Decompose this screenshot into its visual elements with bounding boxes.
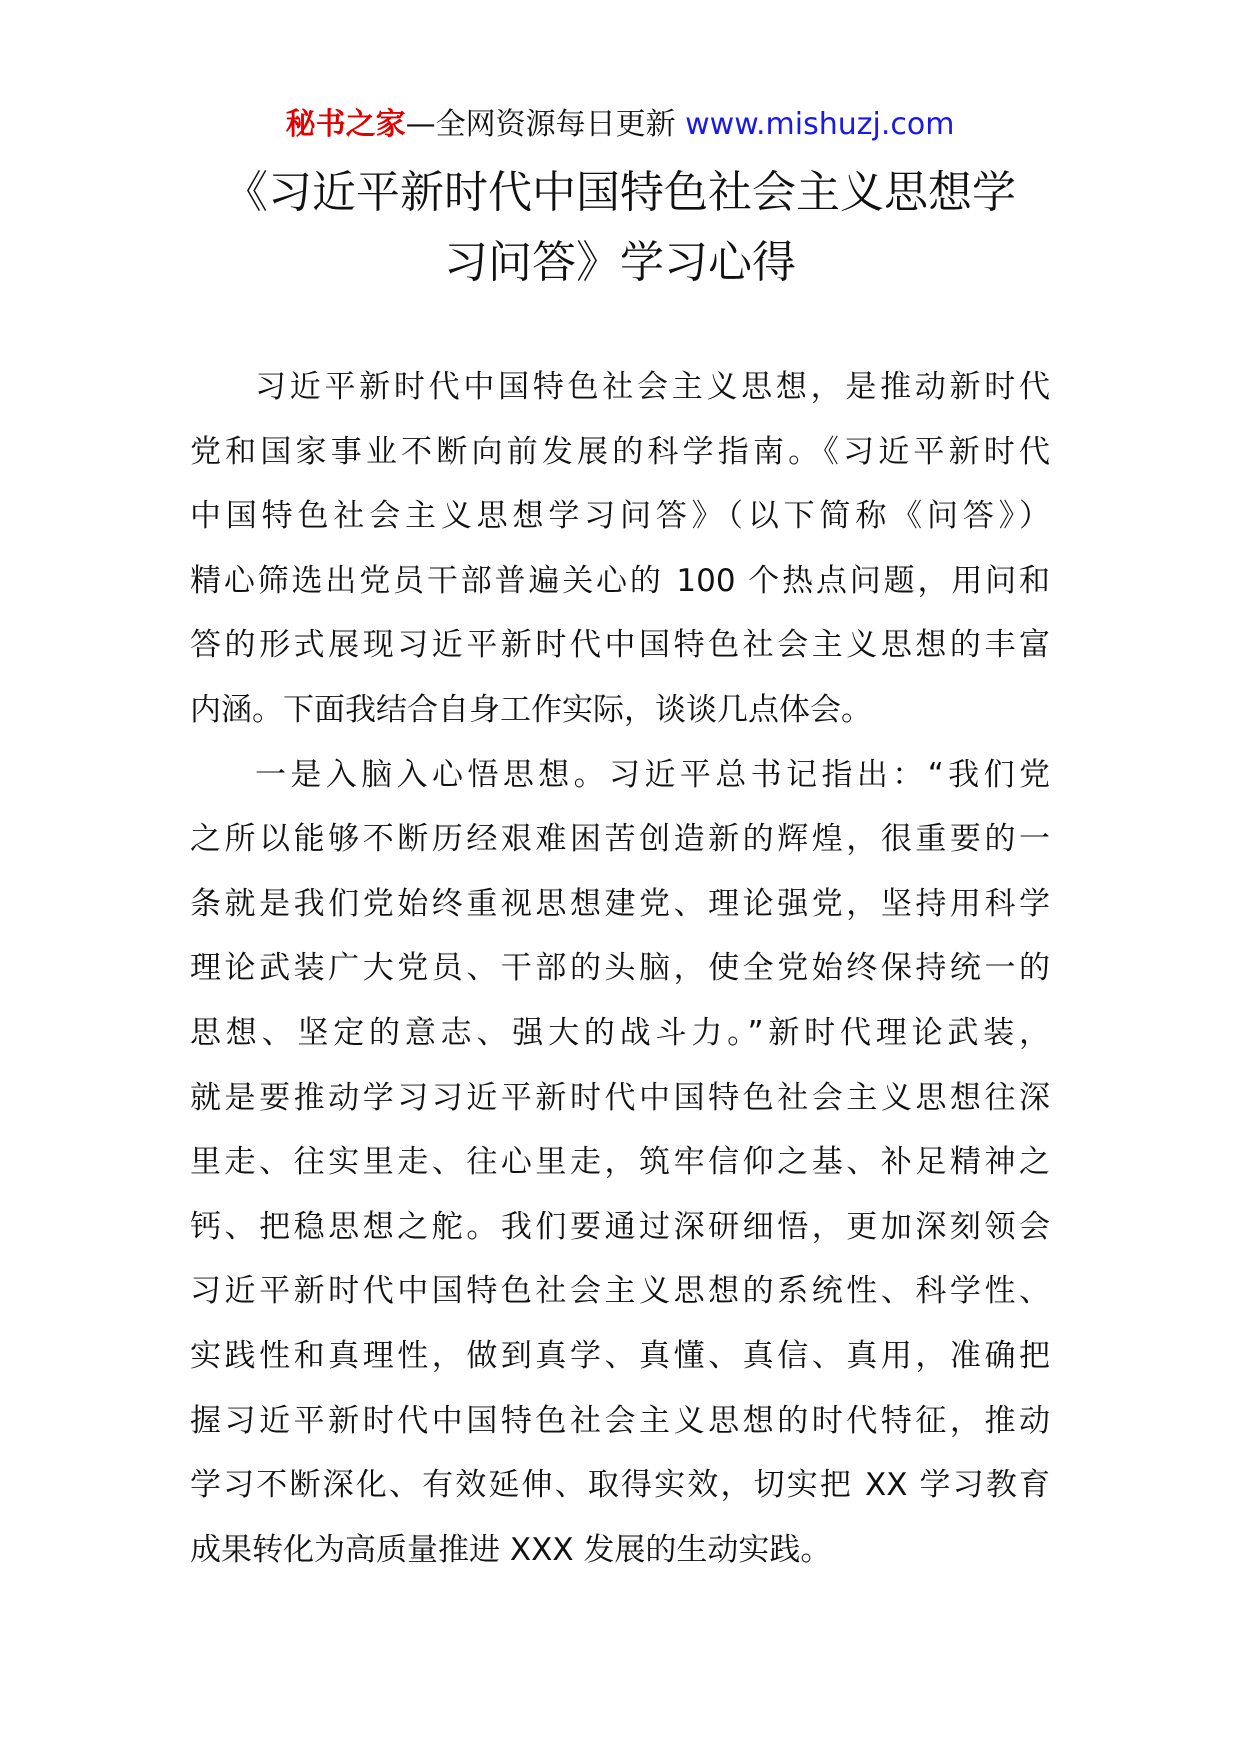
body-line: 精心筛选出党员干部普遍关心的 100 个热点问题，用问和 — [190, 562, 1050, 599]
body-line: 成果转化为高质量推进 XXX 发展的生动实践。 — [190, 1531, 832, 1568]
body-line: 条就是我们党始终重视思想建党、理论强党，坚持用科学 — [190, 885, 1050, 922]
body-line: 习近平新时代中国特色社会主义思想，是推动新时代 — [255, 369, 1050, 405]
body-line: 里走、往实里走、往心里走，筑牢信仰之基、补足精神之 — [190, 1144, 1050, 1181]
body-line: 一是入脑入心悟思想。习近平总书记指出：“我们党 — [255, 756, 1050, 793]
body-line: 答的形式展现习近平新时代中国特色社会主义思想的丰富 — [190, 627, 1050, 664]
body-line: 中国特色社会主义思想学习问答》（以下简称《问答》） — [190, 498, 1050, 535]
title-line: 《习近平新时代中国特色社会主义思想学 — [224, 167, 1016, 218]
body-line: 就是要推动学习习近平新时代中国特色社会主义思想往深 — [190, 1079, 1050, 1116]
site-header — [0, 100, 1240, 150]
site-brand: 秘书之家 — [285, 107, 406, 142]
body-line: 思想、坚定的意志、强大的战斗力。”新时代理论武装， — [190, 1014, 1050, 1051]
body-line: 钙、把稳思想之舵。我们要通过深研细悟，更加深刻领会 — [190, 1208, 1050, 1245]
body-line: 学习不断深化、有效延伸、取得实效，切实把 XX 学习教育 — [190, 1467, 1050, 1504]
body-line: 之所以能够不断历经艰难困苦创造新的辉煌，很重要的一 — [190, 821, 1050, 858]
site-url-link[interactable]: www.mishuzj.com — [685, 107, 955, 142]
body-line: 习近平新时代中国特色社会主义思想的系统性、科学性、 — [190, 1273, 1050, 1310]
site-tagline: —全网资源每日更新 — [405, 107, 676, 142]
title-line: 习问答》学习心得 — [444, 237, 796, 288]
body-line: 理论武装广大党员、干部的头脑，使全党始终保持统一的 — [190, 950, 1050, 987]
body-line: 握习近平新时代中国特色社会主义思想的时代特征，推动 — [190, 1402, 1050, 1439]
document-body — [190, 355, 1050, 1582]
body-line: 实践性和真理性，做到真学、真懂、真信、真用，准确把 — [190, 1337, 1050, 1374]
body-line: 党和国家事业不断向前发展的科学指南。《习近平新时代 — [190, 433, 1050, 470]
document-title — [140, 158, 1100, 298]
body-line: 内涵。下面我结合自身工作实际，谈谈几点体会。 — [190, 691, 872, 728]
